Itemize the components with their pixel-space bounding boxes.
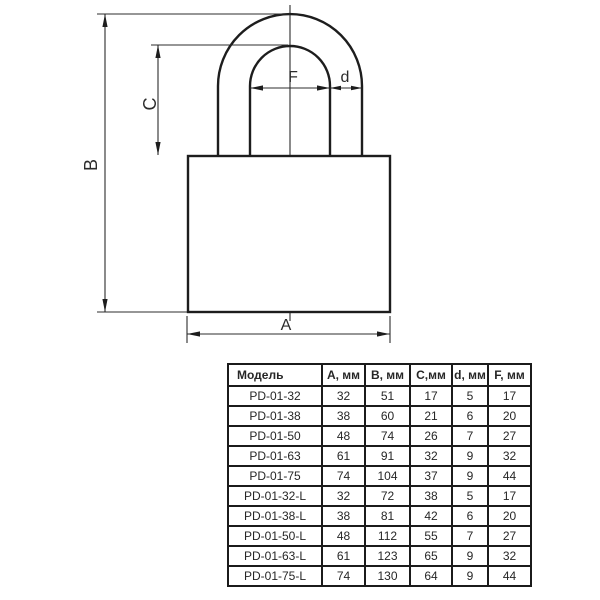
cell-c: 32 xyxy=(410,446,452,466)
cell-model: PD-01-38 xyxy=(228,406,322,426)
cell-f: 20 xyxy=(488,506,531,526)
column-header-f: F, мм xyxy=(488,364,531,386)
cell-d: 7 xyxy=(452,426,488,446)
table-row xyxy=(228,506,531,526)
cell-b: 60 xyxy=(365,406,410,426)
cell-b: 72 xyxy=(365,486,410,506)
cell-c: 26 xyxy=(410,426,452,446)
cell-b: 130 xyxy=(365,566,410,586)
cell-f: 17 xyxy=(488,486,531,506)
cell-d: 9 xyxy=(452,566,488,586)
table-header-row xyxy=(228,364,531,386)
table-row xyxy=(228,526,531,546)
cell-c: 65 xyxy=(410,546,452,566)
cell-model: PD-01-32 xyxy=(228,386,322,406)
cell-model: PD-01-75 xyxy=(228,466,322,486)
cell-model: PD-01-63-L xyxy=(228,546,322,566)
cell-model: PD-01-38-L xyxy=(228,506,322,526)
cell-d: 9 xyxy=(452,546,488,566)
table-row xyxy=(228,486,531,506)
cell-f: 44 xyxy=(488,566,531,586)
cell-b: 123 xyxy=(365,546,410,566)
cell-a: 61 xyxy=(322,446,365,466)
column-header-model: Модель xyxy=(228,364,322,386)
cell-model: PD-01-63 xyxy=(228,446,322,466)
cell-f: 32 xyxy=(488,546,531,566)
cell-d: 5 xyxy=(452,386,488,406)
cell-a: 48 xyxy=(322,426,365,446)
dimension-label-b: B xyxy=(81,158,101,172)
spec-table xyxy=(227,363,532,587)
table-row xyxy=(228,446,531,466)
padlock-body xyxy=(188,156,390,312)
dimension-label-c: C xyxy=(140,97,160,111)
dimension-label-a: A xyxy=(280,317,292,334)
table-row xyxy=(228,386,531,406)
cell-model: PD-01-32-L xyxy=(228,486,322,506)
cell-c: 38 xyxy=(410,486,452,506)
dimension-a xyxy=(187,316,390,343)
cell-a: 61 xyxy=(322,546,365,566)
cell-model: PD-01-75-L xyxy=(228,566,322,586)
cell-b: 81 xyxy=(365,506,410,526)
cell-f: 17 xyxy=(488,386,531,406)
column-header-a: A, мм xyxy=(322,364,365,386)
cell-d: 7 xyxy=(452,526,488,546)
table-row xyxy=(228,426,531,446)
cell-c: 55 xyxy=(410,526,452,546)
cell-a: 74 xyxy=(322,466,365,486)
cell-a: 74 xyxy=(322,566,365,586)
cell-b: 51 xyxy=(365,386,410,406)
cell-c: 21 xyxy=(410,406,452,426)
cell-a: 38 xyxy=(322,506,365,526)
cell-a: 32 xyxy=(322,386,365,406)
table-row xyxy=(228,566,531,586)
cell-c: 37 xyxy=(410,466,452,486)
cell-d: 5 xyxy=(452,486,488,506)
column-header-d: d, мм xyxy=(452,364,488,386)
cell-f: 44 xyxy=(488,466,531,486)
cell-c: 42 xyxy=(410,506,452,526)
dimension-label-d: d xyxy=(340,69,350,86)
cell-d: 6 xyxy=(452,406,488,426)
cell-d: 6 xyxy=(452,506,488,526)
cell-b: 104 xyxy=(365,466,410,486)
dimension-d xyxy=(330,69,362,90)
table-row xyxy=(228,546,531,566)
cell-b: 74 xyxy=(365,426,410,446)
dimension-label-f: F xyxy=(288,69,298,86)
cell-f: 20 xyxy=(488,406,531,426)
cell-a: 32 xyxy=(322,486,365,506)
cell-c: 17 xyxy=(410,386,452,406)
cell-d: 9 xyxy=(452,446,488,466)
cell-model: PD-01-50-L xyxy=(228,526,322,546)
cell-d: 9 xyxy=(452,466,488,486)
table-row xyxy=(228,466,531,486)
cell-model: PD-01-50 xyxy=(228,426,322,446)
cell-b: 112 xyxy=(365,526,410,546)
cell-f: 32 xyxy=(488,446,531,466)
cell-c: 64 xyxy=(410,566,452,586)
cell-b: 91 xyxy=(365,446,410,466)
table-row xyxy=(228,406,531,426)
column-header-b: B, мм xyxy=(365,364,410,386)
cell-a: 48 xyxy=(322,526,365,546)
dimension-c xyxy=(140,45,288,155)
cell-f: 27 xyxy=(488,526,531,546)
cell-f: 27 xyxy=(488,426,531,446)
column-header-c: C,мм xyxy=(410,364,452,386)
cell-a: 38 xyxy=(322,406,365,426)
